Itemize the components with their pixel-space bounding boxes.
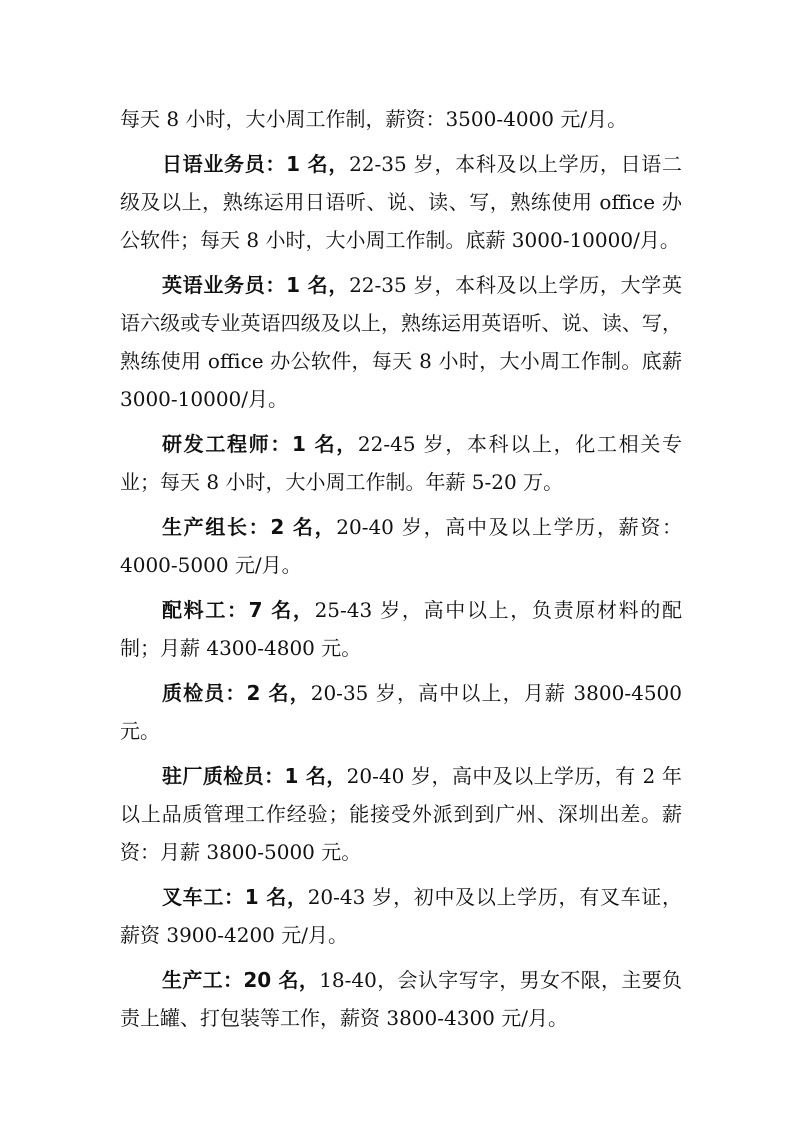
job-paragraph (120, 961, 682, 1037)
job-title: 驻厂质检员：1 名， (162, 764, 347, 788)
job-paragraph (120, 878, 682, 954)
job-description: 20-40 岁，高中及以上学历，有 2 年以上品质管理工作经验；能接受外派到到广州、深圳出差。薪资：月薪 3800-5000 元。 (120, 764, 683, 864)
job-description: 20-40 岁，高中及以上学历，薪资：4000-5000 元/月。 (120, 515, 682, 577)
job-description: 20-35 岁，高中以上，月薪 3800-4500 元。 (120, 681, 682, 743)
intro-text: 每天 8 小时，大小周工作制，薪资：3500-4000 元/月。 (120, 107, 628, 131)
job-paragraph (120, 508, 682, 584)
job-paragraph (120, 757, 682, 871)
job-paragraph (120, 591, 682, 667)
job-description: 22-45 岁，本科以上，化工相关专业；每天 8 小时，大小周工作制。年薪 5-20 万。 (120, 432, 682, 494)
job-title: 研发工程师：1 名， (162, 432, 358, 456)
job-title: 生产组长：2 名， (162, 515, 337, 539)
job-description: 18-40，会认字写字，男女不限，主要负责上罐、打包装等工作，薪资 3800-4300 元/月。 (120, 968, 683, 1030)
job-paragraph (120, 425, 682, 501)
job-paragraph (120, 266, 682, 418)
job-description: 22-35 岁，本科及以上学历，日语二级及以上，熟练运用日语听、说、读、写，熟练使用 office 办公软件；每天 8 小时，大小周工作制。底薪 3000-10000/月。 (120, 152, 682, 252)
job-title: 质检员：2 名， (162, 681, 311, 705)
job-title: 英语业务员：1 名， (162, 273, 350, 297)
job-listing-body (120, 100, 682, 1044)
job-paragraph (120, 145, 682, 259)
job-title: 日语业务员：1 名， (162, 152, 350, 176)
job-paragraph (120, 674, 682, 750)
job-description: 25-43 岁，高中以上，负责原材料的配制；月薪 4300-4800 元。 (120, 598, 682, 660)
intro-paragraph (120, 100, 682, 138)
job-title: 生产工：20 名， (162, 968, 320, 992)
job-description: 22-35 岁，本科及以上学历，大学英语六级或专业英语四级及以上，熟练运用英语听、说、读、写，熟练使用 office 办公软件，每天 8 小时，大小周工作制。底薪 3000-10000/月。 (120, 273, 682, 411)
job-title: 叉车工：1 名， (162, 885, 308, 909)
job-description: 20-43 岁，初中及以上学历，有叉车证，薪资 3900-4200 元/月。 (120, 885, 682, 947)
job-title: 配料工：7 名， (162, 598, 315, 622)
